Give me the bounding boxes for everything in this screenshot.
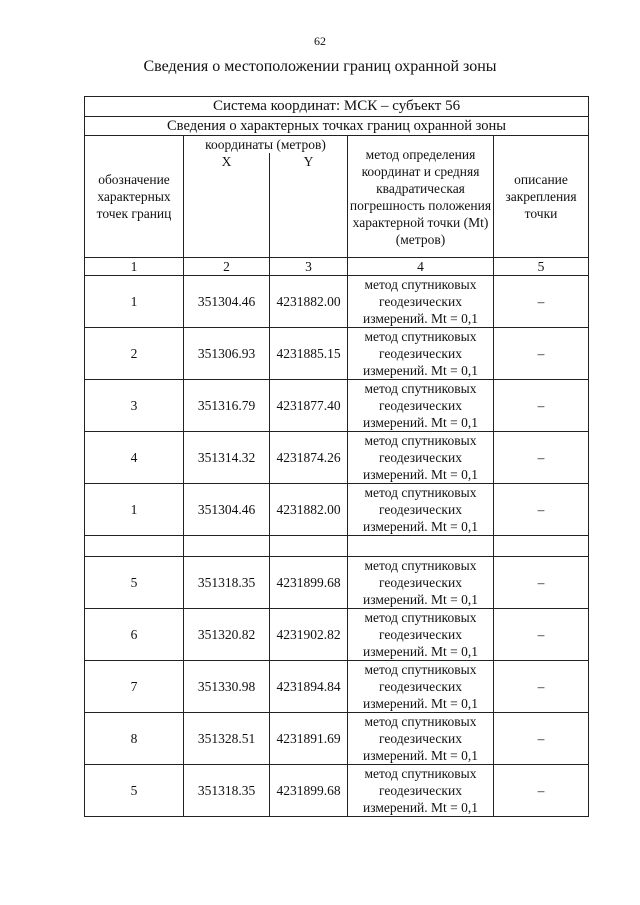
x-cell: 351304.46	[184, 276, 270, 328]
x-cell: 351330.98	[184, 661, 270, 713]
y-cell: 4231877.40	[270, 380, 348, 432]
column-number: 1	[85, 258, 184, 276]
y-cell: 4231891.69	[270, 713, 348, 765]
table-row	[85, 765, 589, 817]
y-cell: 4231894.84	[270, 661, 348, 713]
point-cell: 8	[85, 713, 184, 765]
column-number: 4	[348, 258, 494, 276]
description-cell: –	[494, 432, 589, 484]
point-cell: 1	[85, 484, 184, 536]
method-cell: метод спутниковых геодезических измерений. Mt = 0,1	[348, 609, 494, 661]
table-subtitle: Сведения о характерных точках границ охранной зоны	[85, 117, 589, 136]
x-cell: 351320.82	[184, 609, 270, 661]
y-cell: 4231882.00	[270, 276, 348, 328]
description-cell: –	[494, 557, 589, 609]
y-cell: 4231902.82	[270, 609, 348, 661]
coordinate-system-header: Система координат: МСК – субъект 56	[85, 97, 589, 117]
method-cell: метод спутниковых геодезических измерений. Mt = 0,1	[348, 557, 494, 609]
method-cell: метод спутниковых геодезических измерений. Mt = 0,1	[348, 661, 494, 713]
table-row	[85, 432, 589, 484]
table-row	[85, 328, 589, 380]
x-cell: 351318.35	[184, 765, 270, 817]
method-cell: метод спутниковых геодезических измерений. Mt = 0,1	[348, 484, 494, 536]
description-cell: –	[494, 765, 589, 817]
point-cell: 5	[85, 557, 184, 609]
x-cell: 351316.79	[184, 380, 270, 432]
header-description: описание закрепления точки	[494, 136, 589, 258]
column-number: 2	[184, 258, 270, 276]
point-cell: 4	[85, 432, 184, 484]
y-cell: 4231885.15	[270, 328, 348, 380]
page-number: 62	[314, 34, 326, 48]
header-y: Y	[270, 153, 348, 258]
x-cell: 351328.51	[184, 713, 270, 765]
x-cell: 351314.32	[184, 432, 270, 484]
point-cell: 3	[85, 380, 184, 432]
empty-cell	[494, 536, 589, 557]
description-cell: –	[494, 661, 589, 713]
y-cell: 4231899.68	[270, 557, 348, 609]
point-cell: 1	[85, 276, 184, 328]
description-cell: –	[494, 276, 589, 328]
method-cell: метод спутниковых геодезических измерений. Mt = 0,1	[348, 765, 494, 817]
method-cell: метод спутниковых геодезических измерений. Mt = 0,1	[348, 380, 494, 432]
boundary-points-table	[84, 96, 589, 817]
table-row	[85, 484, 589, 536]
empty-cell	[184, 536, 270, 557]
separator-row	[85, 536, 589, 557]
empty-cell	[270, 536, 348, 557]
table-row	[85, 713, 589, 765]
table-row	[85, 557, 589, 609]
description-cell: –	[494, 713, 589, 765]
method-cell: метод спутниковых геодезических измерений. Mt = 0,1	[348, 276, 494, 328]
header-coordinates: координаты (метров)	[184, 136, 348, 154]
header-method: метод определения координат и средняя квадратическая погрешность положения характерной точки (Mt) (метров)	[348, 136, 494, 258]
point-cell: 5	[85, 765, 184, 817]
column-number: 5	[494, 258, 589, 276]
method-cell: метод спутниковых геодезических измерений. Mt = 0,1	[348, 713, 494, 765]
x-cell: 351306.93	[184, 328, 270, 380]
method-cell: метод спутниковых геодезических измерений. Mt = 0,1	[348, 328, 494, 380]
x-cell: 351318.35	[184, 557, 270, 609]
description-cell: –	[494, 609, 589, 661]
document-title: Сведения о местоположении границ охранной зоны	[143, 58, 497, 75]
y-cell: 4231899.68	[270, 765, 348, 817]
empty-cell	[348, 536, 494, 557]
point-cell: 7	[85, 661, 184, 713]
description-cell: –	[494, 484, 589, 536]
table-row	[85, 661, 589, 713]
x-cell: 351304.46	[184, 484, 270, 536]
header-designation: обозначение характерных точек границ	[85, 136, 184, 258]
table-row	[85, 609, 589, 661]
table-row	[85, 380, 589, 432]
point-cell: 2	[85, 328, 184, 380]
method-cell: метод спутниковых геодезических измерений. Mt = 0,1	[348, 432, 494, 484]
column-number: 3	[270, 258, 348, 276]
description-cell: –	[494, 380, 589, 432]
header-x: X	[184, 153, 270, 258]
y-cell: 4231874.26	[270, 432, 348, 484]
point-cell: 6	[85, 609, 184, 661]
empty-cell	[85, 536, 184, 557]
description-cell: –	[494, 328, 589, 380]
table-row	[85, 276, 589, 328]
y-cell: 4231882.00	[270, 484, 348, 536]
